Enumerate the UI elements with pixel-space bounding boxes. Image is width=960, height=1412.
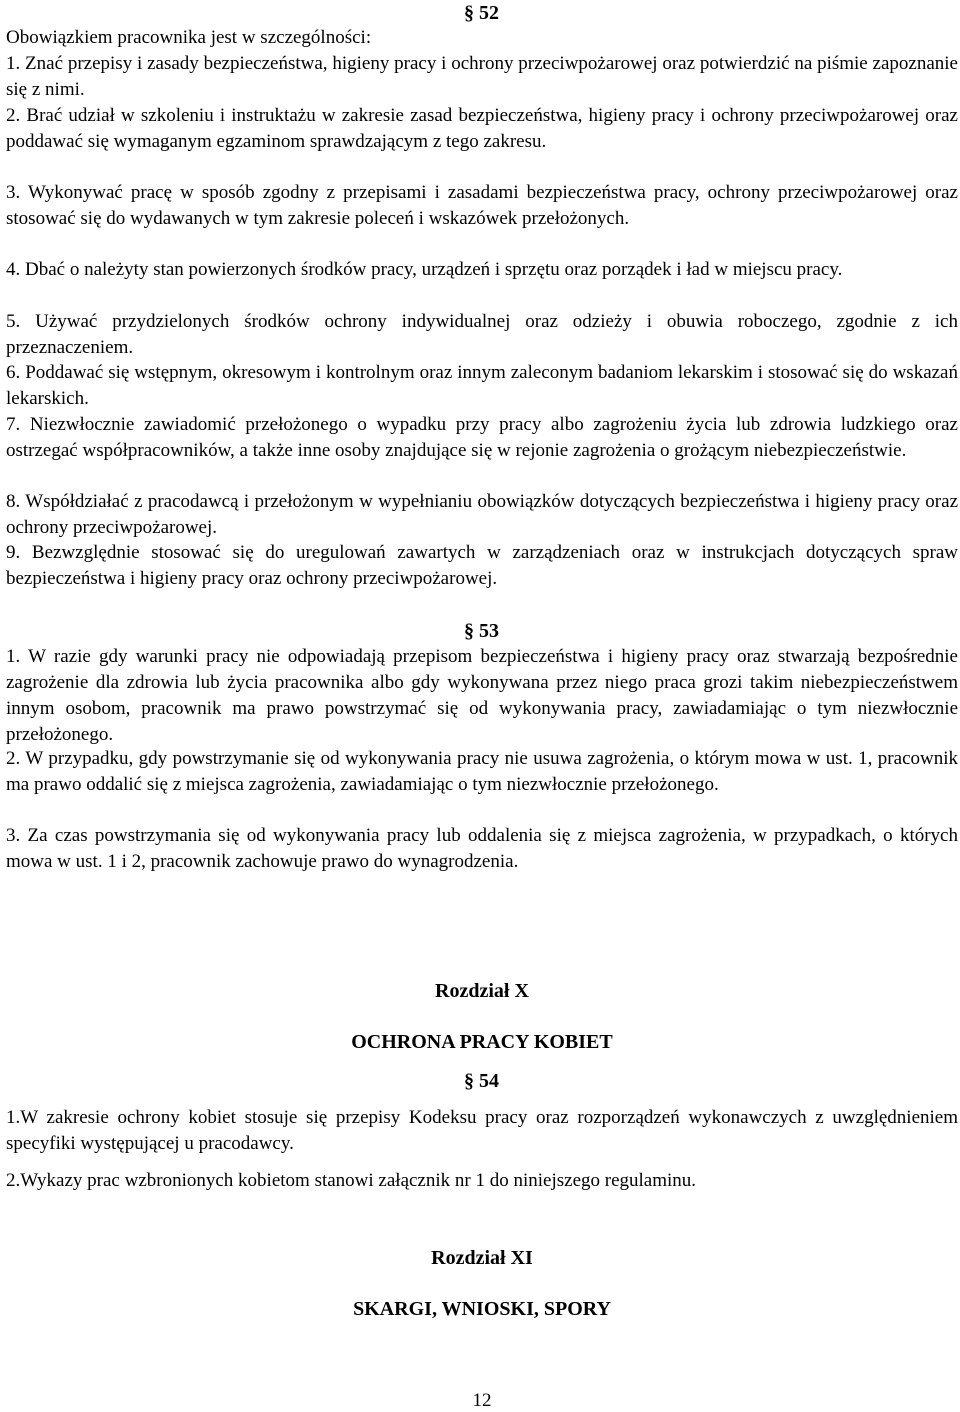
chapter-10-label: Rozdział X	[435, 980, 529, 1002]
section-52-item-6: 6. Poddawać się wstępnym, okresowym i kontrolnym oraz innym zaleconym badaniom lekarskim i stosować się do wskazań lekarskich.	[6, 362, 958, 409]
section-54-item-1: 1.W zakresie ochrony kobiet stosuje się przepisy Kodeksu pracy oraz rozporządzeń wykonawczych z uwzględnieniem specyfiki występującej u pracodawcy.	[6, 1107, 958, 1154]
section-53-item-1: 1. W razie gdy warunki pracy nie odpowiadają przepisom bezpieczeństwa i higieny pracy oraz stwarzają bezpośrednie zagrożenie dla zdrowia lub życia pracownika albo gdy wykonywana przez niego praca grozi takim niebezpieczeństwem innym osobom, pracownik ma prawo powstrzymać się od wykonywania pracy, zawiadamiając o tym niezwłocznie przełożonego.	[6, 646, 958, 745]
section-52-item-2: 2. Brać udział w szkoleniu i instruktażu w zakresie zasad bezpieczeństwa, higieny pracy i ochrony przeciwpożarowej oraz poddawać się wymaganym egzaminom sprawdzającym z tego zakresu.	[6, 105, 958, 152]
page-number: 12	[472, 1390, 492, 1411]
chapter-11-title: SKARGI, WNIOSKI, SPORY	[353, 1298, 611, 1320]
section-52-item-5: 5. Używać przydzielonych środków ochrony indywidualnej oraz odzieży i obuwia roboczego, zgodnie z ich przeznaczeniem.	[6, 311, 958, 358]
chapter-10-title: OCHRONA PRACY KOBIET	[351, 1031, 613, 1053]
section-53-item-2: 2. W przypadku, gdy powstrzymanie się od wykonywania pracy nie usuwa zagrożenia, o którym mowa w ust. 1, pracownik ma prawo oddalić się z miejsca zagrożenia, zawiadamiając o tym niezwłocznie przełożonego.	[6, 748, 958, 795]
section-52-intro: Obowiązkiem pracownika jest w szczególności:	[6, 27, 372, 48]
section-54-item-2: 2.Wykazy prac wzbronionych kobietom stanowi załącznik nr 1 do niniejszego regulaminu.	[6, 1170, 697, 1191]
section-52-item-8: 8. Współdziałać z pracodawcą i przełożonym w wypełnianiu obowiązków dotyczących bezpieczeństwa i higieny pracy oraz ochrony przeciwpożarowej.	[6, 491, 958, 538]
section-53-item-3: 3. Za czas powstrzymania się od wykonywania pracy lub oddalenia się z miejsca zagrożenia, w przypadkach, o których mowa w ust. 1 i 2, pracownik zachowuje prawo do wynagrodzenia.	[6, 825, 958, 872]
section-52-item-4: 4. Dbać o należyty stan powierzonych środków pracy, urządzeń i sprzętu oraz porządek i ład w miejscu pracy.	[6, 259, 843, 280]
section-52-item-1: 1. Znać przepisy i zasady bezpieczeństwa, higieny pracy i ochrony przeciwpożarowej oraz potwierdzić na piśmie zapoznanie się z nimi.	[6, 53, 958, 100]
chapter-11-label: Rozdział XI	[431, 1247, 533, 1269]
section-52-item-9: 9. Bezwzględnie stosować się do uregulowań zawartych w zarządzeniach oraz w instrukcjach dotyczących spraw bezpieczeństwa i higieny pracy oraz ochrony przeciwpożarowej.	[6, 542, 958, 589]
section-54-mark: § 54	[464, 1070, 499, 1092]
section-52-mark: § 52	[464, 2, 499, 24]
section-52-item-3: 3. Wykonywać pracę w sposób zgodny z przepisami i zasadami bezpieczeństwa pracy, ochrony przeciwpożarowej oraz stosować się do wydawanych w tym zakresie poleceń i wskazówek przełożonych.	[6, 182, 958, 229]
section-52-item-7: 7. Niezwłocznie zawiadomić przełożonego o wypadku przy pracy albo zagrożeniu życia lub zdrowia ludzkiego oraz ostrzegać współpracowników, a także inne osoby znajdujące się w rejonie zagrożenia o grożącym niebezpieczeństwie.	[6, 414, 958, 461]
section-53-mark: § 53	[464, 620, 499, 642]
